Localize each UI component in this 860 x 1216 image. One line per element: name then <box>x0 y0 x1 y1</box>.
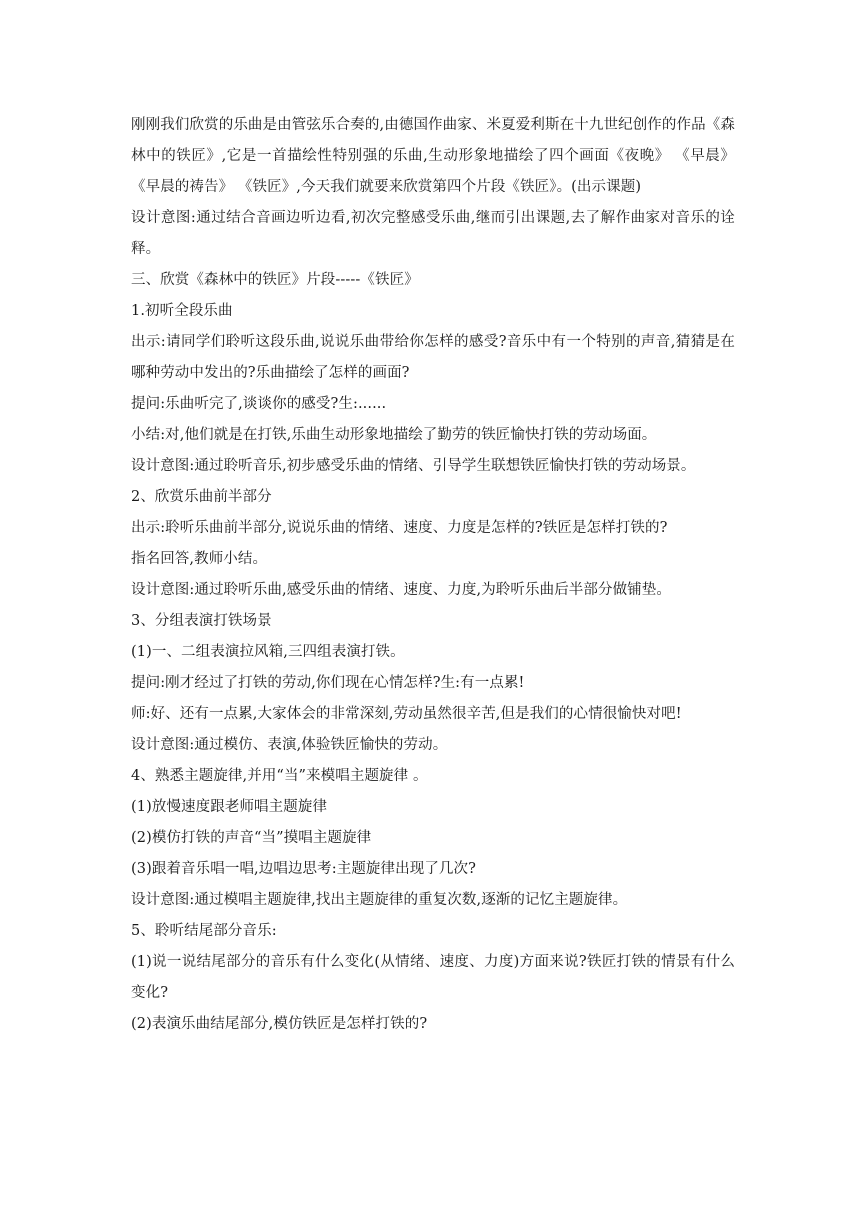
paragraph-summary: 小结:对,他们就是在打铁,乐曲生动形象地描绘了勤劳的铁匠愉快打铁的劳动场面。 <box>131 427 657 443</box>
step-heading: 4、熟悉主题旋律,并用“当”来模唱主题旋律 。 <box>131 768 428 784</box>
list-item: (1)放慢速度跟老师唱主题旋律 <box>131 799 328 815</box>
step-heading: 2、欣赏乐曲前半部分 <box>131 489 272 505</box>
paragraph-note: 指名回答,教师小结。 <box>131 551 268 567</box>
paragraph-design-intent: 设计意图:通过结合音画边听边看,初次完整感受乐曲,继而引出课题,去了解作曲家对音乐的诠释。 <box>131 210 735 257</box>
step-heading: 1.初听全段乐曲 <box>131 303 233 319</box>
paragraph-design-intent: 设计意图:通过聆听音乐,初步感受乐曲的情绪、引导学生联想铁匠愉快打铁的劳动场景。 <box>131 458 696 474</box>
list-item: (1)说一说结尾部分的音乐有什么变化(从情绪、速度、力度)方面来说?铁匠打铁的情景有什么变化? <box>131 954 735 1001</box>
paragraph-design-intent: 设计意图:通过模唱主题旋律,找出主题旋律的重复次数,逐渐的记忆主题旋律。 <box>131 892 628 908</box>
paragraph-design-intent: 设计意图:通过聆听乐曲,感受乐曲的情绪、速度、力度,为聆听乐曲后半部分做铺垫。 <box>131 582 671 598</box>
list-item: (2)表演乐曲结尾部分,模仿铁匠是怎样打铁的? <box>131 1016 428 1032</box>
paragraph-intro: 刚刚我们欣赏的乐曲是由管弦乐合奏的,由德国作曲家、米夏爱利斯在十九世纪创作的作品《森林中的铁匠》,它是一首描绘性特别强的乐曲,生动形象地描绘了四个画面《夜晚》 《早晨》 《早晨的祷告》 《铁匠》,今天我们就要来欣赏第四个片段《铁匠》。(出示课题) <box>131 117 735 195</box>
step-heading: 5、聆听结尾部分音乐: <box>131 923 277 939</box>
paragraph-design-intent: 设计意图:通过模仿、表演,体验铁匠愉快的劳动。 <box>131 737 448 753</box>
list-item: (3)跟着音乐唱一唱,边唱边思考:主题旋律出现了几次? <box>131 861 477 877</box>
paragraph-question: 提问:乐曲听完了,谈谈你的感受?生:...... <box>131 396 387 412</box>
paragraph-prompt: 出示:聆听乐曲前半部分,说说乐曲的情绪、速度、力度是怎样的?铁匠是怎样打铁的? <box>131 520 668 536</box>
step-heading: 3、分组表演打铁场景 <box>131 613 272 629</box>
list-item: (1)一、二组表演拉风箱,三四组表演打铁。 <box>131 644 405 660</box>
list-item: (2)模仿打铁的声音“当”摸唱主题旋律 <box>131 830 372 846</box>
paragraph-prompt: 出示:请同学们聆听这段乐曲,说说乐曲带给你怎样的感受?音乐中有一个特别的声音,猜猜是在哪种劳动中发出的?乐曲描绘了怎样的画面? <box>131 334 735 381</box>
paragraph-question: 提问:刚才经过了打铁的劳动,你们现在心情怎样?生:有一点累! <box>131 675 525 691</box>
paragraph-teacher: 师:好、还有一点累,大家体会的非常深刻,劳动虽然很辛苦,但是我们的心情很愉快对吧! <box>131 706 682 722</box>
section-heading: 三、欣赏《森林中的铁匠》片段-----《铁匠》 <box>131 272 419 288</box>
document-body <box>131 110 735 1040</box>
